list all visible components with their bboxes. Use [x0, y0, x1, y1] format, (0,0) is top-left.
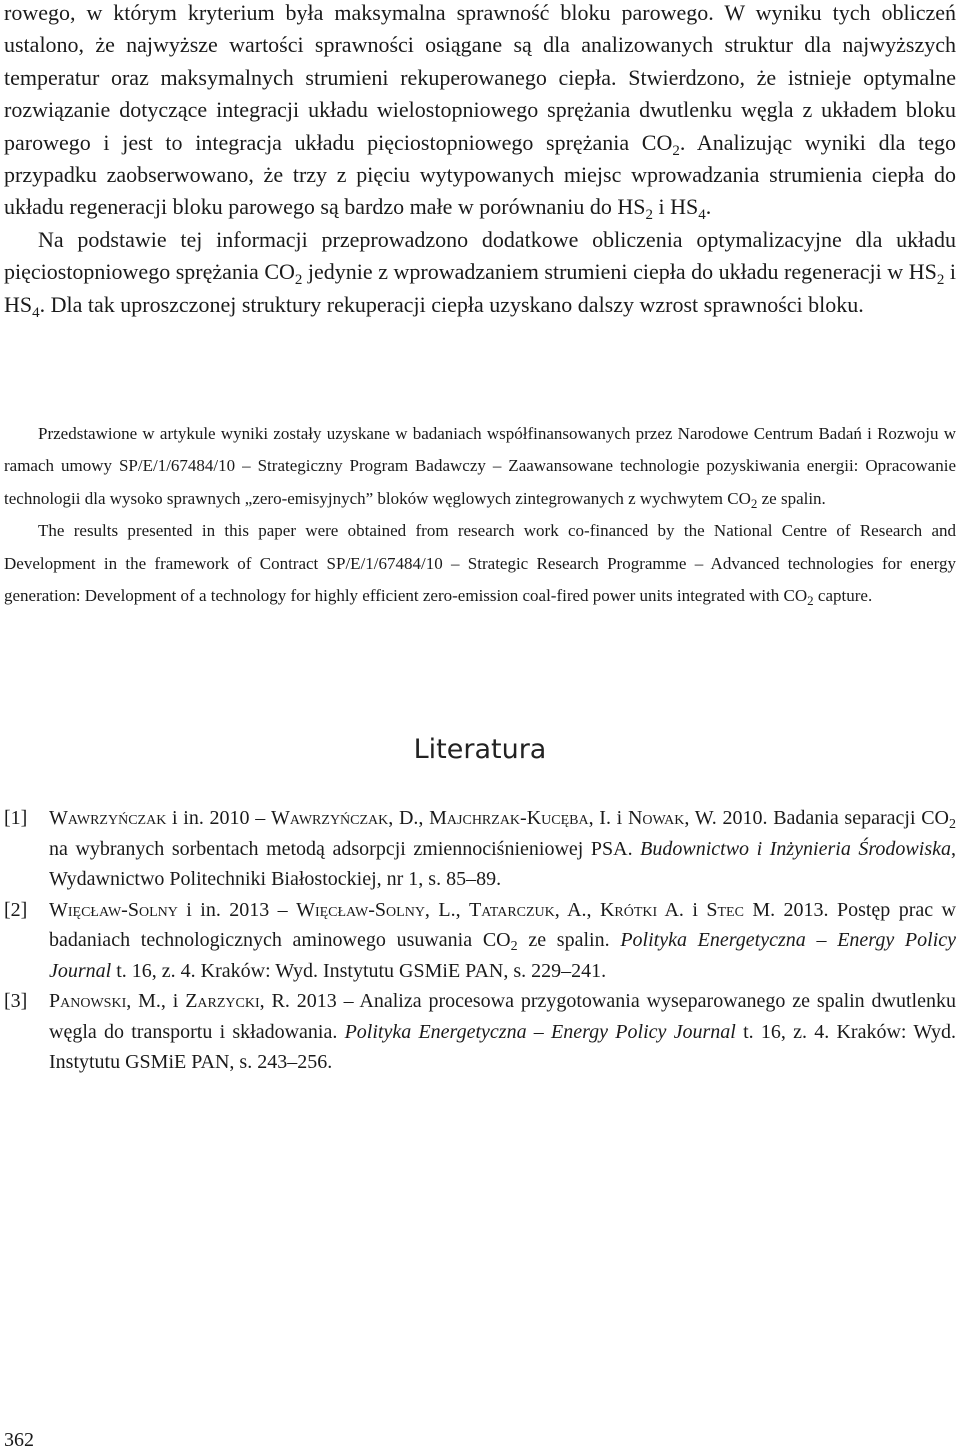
page-number: 362 [4, 1429, 34, 1451]
subscript: 2 [936, 272, 945, 289]
reference-item [4, 803, 956, 895]
reference-fragment: 2010. Badania separacji CO [716, 807, 949, 829]
literature-heading: Literatura [413, 734, 547, 765]
body-text [4, 0, 956, 321]
reference-author: Więcław-Solny [49, 898, 178, 921]
subscript: 2 [294, 272, 303, 289]
paragraph-2-text: Na podstawie tej informacji przeprowadzono dodatkowe obliczenia optymalizacyjne dla układu pięciostopniowego sprężania CO [4, 226, 956, 285]
subscript: 2 [645, 207, 653, 224]
acknowledgement [4, 418, 956, 612]
reference-text [49, 895, 956, 987]
reference-author: Więcław-Solny, L. [296, 898, 456, 921]
reference-number: [3] [4, 990, 28, 1012]
subscript: 2 [750, 495, 758, 511]
acknowledgement-english [4, 515, 956, 612]
reference-author: Panowski, M. [49, 990, 161, 1012]
subscript: 4 [698, 207, 706, 224]
subscript: 4 [32, 304, 40, 321]
reference-fragment: 2013. Postęp prac w badaniach technologicznych aminowego usuwania CO [49, 898, 957, 951]
acknowledgement-polish [4, 418, 956, 515]
reference-text [49, 803, 956, 895]
reference-fragment: 2013 – Analiza procesowa przygotowania wyseparowanego ze spalin dwutlenku węgla do transportu i składowania. [49, 990, 956, 1043]
reference-author: Nowak, W. [627, 807, 717, 829]
reference-fragment: , [418, 807, 430, 829]
reference-author: Krótki A. [599, 898, 684, 921]
subscript: 2 [510, 939, 518, 954]
reference-fragment: , [586, 898, 600, 921]
reference-number: [1] [4, 807, 28, 829]
paragraph-1-text: . [705, 194, 712, 220]
paragraph-2-text: jedynie z wprowadzaniem strumieni ciepła do układu regeneracji w HS [302, 259, 937, 285]
reference-fragment: i [610, 807, 628, 829]
reference-author: Zarzycki, R. [185, 990, 290, 1012]
paragraph-1-text: rowego, w którym kryterium była maksymalna sprawność bloku parowego. W wyniku tych obliczeń ustalono, że najwyższe wartości sprawności osiągane są dla analizowanych struktur dla najwyższych temperatur oraz maksymalnych strumieni rekuperowanego ciepła. Stwierdzono, że istnieje optymalne rozwiązanie dotyczące integracji układu wielostopniowego sprężania dwutlenku węgla z układem bloku parowego i jest to integracja układu pięciostopniowego sprężania CO [4, 0, 956, 155]
reference-list [4, 803, 956, 1078]
reference-fragment: t. 16, z. 4. Kraków: Wyd. Instytutu GSMiE PAN, s. 229–241. [111, 959, 607, 982]
reference-author: Wawrzyńczak [49, 807, 167, 829]
reference-fragment: i [683, 898, 707, 921]
paragraph-2-text: . Dla tak uproszczonej struktury rekuperacji ciepła uzyskano dalszy wzrost sprawności bloku. [39, 291, 864, 317]
reference-item [4, 895, 956, 987]
reference-author: Stec M. [706, 898, 776, 921]
reference-journal: Polityka Energetyczna – Energy Policy Journal [49, 929, 957, 982]
reference-fragment: i in. 2013 – [177, 898, 297, 921]
paragraph-1-text: i HS [652, 194, 699, 220]
reference-number: [2] [4, 898, 28, 921]
reference-fragment: na wybranych sorbentach metodą adsorpcji zmiennociśnieniowej PSA. [49, 837, 641, 860]
reference-author: Tatarczuk, A. [469, 898, 587, 921]
reference-journal: Polityka Energetyczna – Energy Policy Journal [344, 1020, 736, 1043]
reference-fragment: t. 16, z. 4. Kraków: Wyd. Instytutu GSMiE PAN, s. 243–256. [49, 1020, 957, 1073]
subscript: 2 [949, 817, 956, 832]
subscript: 2 [672, 142, 680, 159]
paragraph-2-text: i HS [4, 259, 956, 317]
reference-fragment: , [455, 898, 469, 921]
reference-fragment: , Wydawnictwo Politechniki Białostockiej, nr 1, s. 85–89. [49, 837, 956, 890]
acknowledgement-text: The results presented in this paper were obtained from research work co-financed by the National Centre of Research and Development in the framework of Contract SP/E/1/67484/10 – Strategic Research Programme – Advanced technologies for energy generation: Development of a technology for highly efficient zero-emission coal-fired power units integrated with CO [4, 521, 956, 606]
reference-author: Majchrzak-Kucęba, I. [429, 807, 611, 829]
reference-text [49, 986, 956, 1078]
paragraph-2 [4, 224, 956, 321]
subscript: 2 [807, 593, 814, 609]
acknowledgement-text: Przedstawione w artykule wyniki zostały uzyskane w badaniach współfinansowanych przez Narodowe Centrum Badań i Rozwoju w ramach umowy SP/E/1/67484/10 – Strategiczny Program Badawczy – Zaawansowane technologie pozyskiwania energii: Opracowanie technologii dla wysoko sprawnych „zero-emisyjnych” bloków węglowych zintegrowanych z wychwytem CO [4, 424, 956, 508]
paragraph-1 [4, 0, 956, 224]
paragraph-1-text: . Analizując wyniki dla tego przypadku zaobserwowano, że trzy z pięciu wytypowanych miejsc wprowadzania strumienia ciepła do układu regeneracji bloku parowego są bardzo małe w porównaniu do HS [4, 129, 957, 220]
reference-fragment: i in. 2010 – [166, 807, 271, 829]
reference-journal: Budownictwo i Inżynieria Środowiska [640, 837, 951, 860]
reference-fragment: ze spalin. [517, 929, 621, 951]
acknowledgement-text: ze spalin. [757, 488, 826, 508]
reference-author: Wawrzyńczak, D. [270, 807, 419, 829]
reference-fragment: , i [160, 990, 186, 1012]
reference-item [4, 986, 956, 1078]
acknowledgement-text: capture. [813, 586, 873, 606]
